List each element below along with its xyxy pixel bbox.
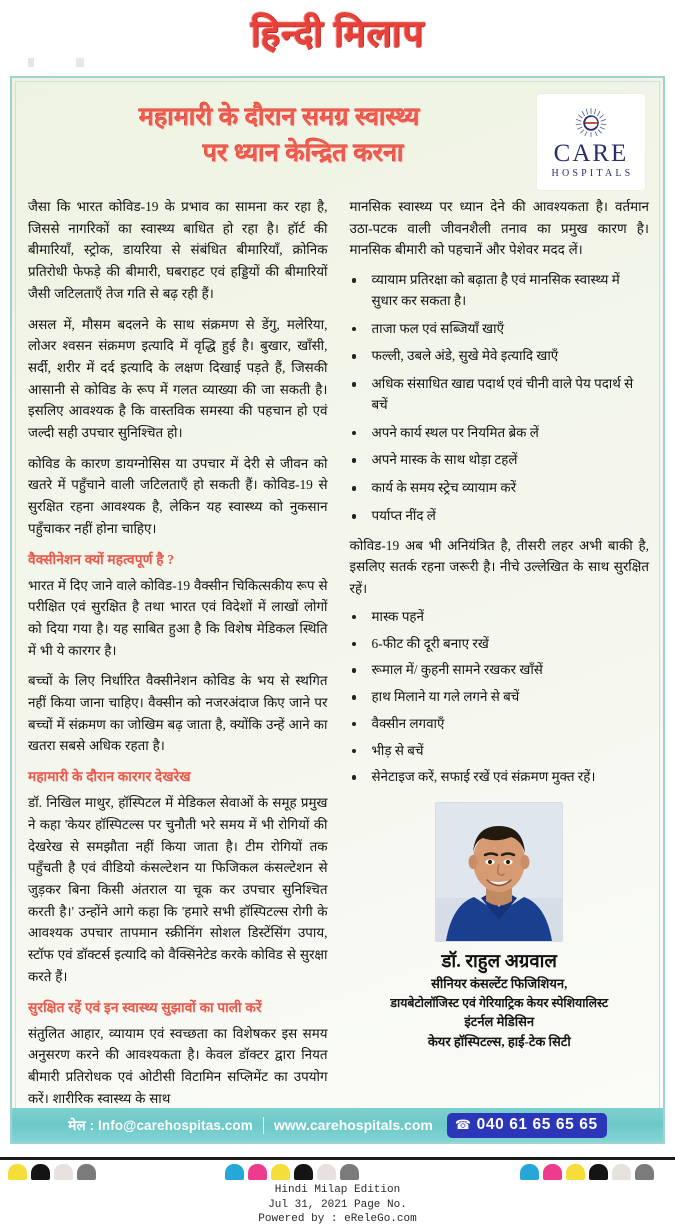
paragraph: संतुलित आहार, व्यायाम एवं स्वच्छता का विशेषकर इस समय अनुसरण करने की आवश्यकता है। केवल डॉक्टर द्वारा नियत बीमारी प्रतिरोधक एवं ओटीसी विटामिन सप्लिमेंट का उपयोग करें। शारीरिक स्वास्थ्य के साथ: [28, 1025, 328, 1106]
list-item: कार्य के समय स्ट्रेच व्यायाम करें: [350, 478, 650, 499]
headline-line-1: महामारी के दौरान समग्र स्वास्थ्य: [139, 104, 420, 131]
list-item: सेनेटाइज करें, सफाई रखें एवं संक्रमण मुक्त रहें।: [350, 767, 650, 788]
color-swatch-group: [8, 1164, 96, 1180]
logo-subtitle: HOSPITALS: [551, 167, 634, 179]
list-item: मास्क पहनें: [350, 607, 650, 628]
advertisement-inner-border: [15, 81, 660, 1139]
list-item: रूमाल में/ कुहनी सामने रखकर खाँसें: [350, 660, 650, 681]
advertisement-columns: [16, 192, 659, 1116]
color-swatch: [317, 1164, 336, 1180]
paragraph: डॉ. निखिल माथुर, हॉस्पिटल में मेडिकल सेवाओं के समूह प्रमुख ने कहा 'केयर हॉस्पिटल्स पर चुनौती भरे समय में भी रोगियों की देखरेख से समझौता नहीं किया जाता है। टीम रोगियों तक पहुँचती है एवं वीडियो कंसल्टेशन या फिजिकल कंसल्टेशन से जुड़कर बिना किसी अंतराल या चूक कर उपचार सुनिश्चित करती है।' उन्होंने आगे कहा कि 'हमारे सभी हॉस्पिटल्स रोगी के आवश्यक उपचार तापमान स्क्रीनिंग सोशल डिस्टेंसिंग उपाय, स्टॉफ एवं डॉक्टर्स इत्यादि को वैक्सिनेटेड करके कोविड से सुरक्षा करते हैं।: [28, 795, 328, 984]
divider: [263, 1117, 264, 1134]
color-swatch: [635, 1164, 654, 1180]
doctor-title-line-3: इंटर्नल मेडिसिन: [464, 1014, 535, 1030]
edition-name: Hindi Milap Edition: [274, 1184, 401, 1196]
list-item: ताजा फल एवं सब्जियाँ खाएँ: [350, 319, 650, 340]
sunburst-e-icon: [568, 106, 614, 140]
powered-by: Powered by : eReleGo.com: [258, 1213, 417, 1226]
section-heading-tips: सुरक्षित रहें एवं इन स्वास्थ्य सुझावों का पाली करें: [28, 999, 262, 1015]
color-swatch: [248, 1164, 267, 1180]
color-swatch-group: [225, 1164, 359, 1180]
right-column: [339, 196, 650, 1116]
newspaper-masthead: [0, 0, 675, 62]
email-address: Info@carehospitas.com: [98, 1118, 253, 1133]
paragraph: कोविड के कारण डायग्नोसिस या उपचार में देरी से जीवन को खतरे में पहुँचाने वाली जटिलताएँ हो सकती हैं। कोविड-19 से सुरक्षित रहना आवश्यक है, लेकिन यह स्वास्थ्य को नुकसान पहुँचाकर नहीं होना चाहिए।: [28, 455, 328, 536]
doctor-profile: [350, 802, 650, 1051]
phone-badge[interactable]: [447, 1113, 607, 1138]
advertisement-header: [16, 82, 659, 192]
paragraph: बच्चों के लिए निर्धारित वैक्सीनेशन कोविड के भय से स्थगित नहीं किया जाना चाहिए। वैक्सीन को नजरअंदाज किए जाने पर बच्चों में संक्रमण का जोखिम बढ़ जाता है, क्योंकि उन्हें आने का खतरा सबसे अधिक रहता है।: [28, 673, 328, 754]
list-item: अपने कार्य स्थल पर नियमित ब्रेक लें: [350, 423, 650, 444]
color-swatch: [294, 1164, 313, 1180]
email-label: [68, 1116, 253, 1134]
color-swatch: [77, 1164, 96, 1180]
color-swatch: [566, 1164, 585, 1180]
health-tips-list: [350, 270, 650, 527]
left-column: [28, 196, 339, 1116]
doctor-title-line-2: डायबेटोलॉजिस्ट एवं गेरियाट्रिक केयर स्पेशियालिस्ट: [390, 995, 609, 1010]
list-item: वैक्सीन लगवाएँ: [350, 714, 650, 735]
list-item: अपने मास्क के साथ थोड़ा टहलें: [350, 450, 650, 471]
color-swatch: [612, 1164, 631, 1180]
edition-date-page: Jul 31, 2021 Page No.: [268, 1198, 407, 1211]
section-heading-care: महामारी के दौरान कारगर देखरेख: [28, 769, 191, 785]
doctor-hospital-line: केयर हॉस्पिटल्स, हाई-टेक सिटी: [427, 1033, 571, 1049]
list-item: हाथ मिलाने या गले लगने से बचें: [350, 687, 650, 708]
paragraph: असल में, मौसम बदलने के साथ संक्रमण से डेंगु, मलेरिया, लोअर श्वसन संक्रमण इत्यादि में वृद्धि हुई है। बुखार, खाँसी, सर्दी, शरीर में दर्द इत्यादि के लक्षण दिखाई पड़ते हैं, जिसकी आसानी से कोविड के रूप में गलत व्याख्या की जा सकती है। इसलिए आवश्यक है कि वास्तविक समस्या की पहचान हो एवं जल्दी सही उपचार सुनिश्चित हो।: [28, 316, 328, 441]
footer-metadata: [0, 1183, 675, 1227]
color-swatch: [589, 1164, 608, 1180]
doctor-title-line-1: सीनियर कंसल्टेंट फिजिशियन,: [431, 976, 568, 992]
doctor-portrait-image: [436, 803, 562, 941]
paragraph: मानसिक स्वास्थ्य पर ध्यान देने की आवश्यकता है। वर्तमान उठा-पटक वाली जीवनशैली तनाव का प्रमुख कारण है। मानसिक बीमारी को पहचानें और पेशेवर मदद लें।: [349, 199, 649, 258]
list-item: फल्ली, उबले अंडे, सुखे मेवे इत्यादि खाएँ: [350, 346, 650, 367]
color-swatch-group: [520, 1164, 654, 1180]
color-swatch: [520, 1164, 539, 1180]
contact-strip: [10, 1108, 665, 1144]
list-item: व्यायाम प्रतिरक्षा को बढ़ाता है एवं मानसिक स्वास्थ्य में सुधार कर सकता है।: [350, 270, 650, 312]
doctor-name: डॉ. राहुल अग्रवाल: [441, 952, 557, 973]
doctor-photo: [435, 802, 563, 942]
phone-number: 040 61 65 65 65: [476, 1115, 598, 1133]
advertisement-headline: [28, 94, 537, 171]
scan-artifact: [28, 58, 138, 67]
logo-wordmark: CARE: [553, 139, 629, 167]
section-heading-vaccination: वैक्सीनेशन क्यों महत्वपूर्ण है ?: [28, 551, 175, 567]
website-url[interactable]: www.carehospitals.com: [273, 1117, 433, 1133]
list-item: 6-फीट की दूरी बनाए रखें: [350, 634, 650, 655]
phone-icon: ☎: [454, 1116, 472, 1132]
color-swatch: [54, 1164, 73, 1180]
color-swatch: [340, 1164, 359, 1180]
list-item: पर्याप्त नींद लें: [350, 506, 650, 527]
paragraph: भारत में दिए जाने वाले कोविड-19 वैक्सीन चिकित्सकीय रूप से परीक्षित एवं सुरक्षित है तथा भारत एवं विदेशों में लाखों लोगों को दिया गया है। यह साबित हुआ है कि विशेष मेडिकल स्थिति में भी ये कारगर है।: [28, 577, 328, 658]
care-hospitals-logo: [537, 94, 645, 190]
color-swatch: [543, 1164, 562, 1180]
headline-line-2: पर ध्यान केन्द्रित करना: [203, 139, 404, 167]
mail-label-text: मेल: [68, 1118, 86, 1133]
list-item: अधिक संसाधित खाद्य पदार्थ एवं चीनी वाले पेय पदार्थ से बचें: [350, 374, 650, 416]
advertisement-panel: [10, 76, 665, 1144]
precautions-list: [350, 607, 650, 788]
paragraph: जैसा कि भारत कोविड-19 के प्रभाव का सामना कर रहा है, जिससे नागरिकों का स्वास्थ्य बाधित हो रहा है। हॉर्ट की बीमारियाँ, स्ट्रोक, डायरिया से संबंधित बीमारियाँ, क्रोनिक प्रतिरोधी फेफड़े की बीमारी, घबराहट एवं हड्डियों की बीमारियों जैसी जटिलताएँ तेज गति से बढ़ रही हैं।: [28, 199, 328, 301]
mail-separator: :: [85, 1118, 99, 1133]
color-swatch: [271, 1164, 290, 1180]
color-swatch: [31, 1164, 50, 1180]
list-item: भीड़ से बचें: [350, 741, 650, 762]
color-swatch: [225, 1164, 244, 1180]
paragraph: कोविड-19 अब भी अनियंत्रित है, तीसरी लहर अभी बाकी है, इसलिए सतर्क रहना जरूरी है। नीचे उल्लेखित के साथ सुरक्षित रहें।: [349, 537, 649, 597]
color-swatch: [8, 1164, 27, 1180]
masthead-title: हिन्दी मिलाप: [250, 13, 425, 55]
print-registration-bar: [0, 1157, 675, 1183]
registration-rule: [0, 1157, 675, 1160]
